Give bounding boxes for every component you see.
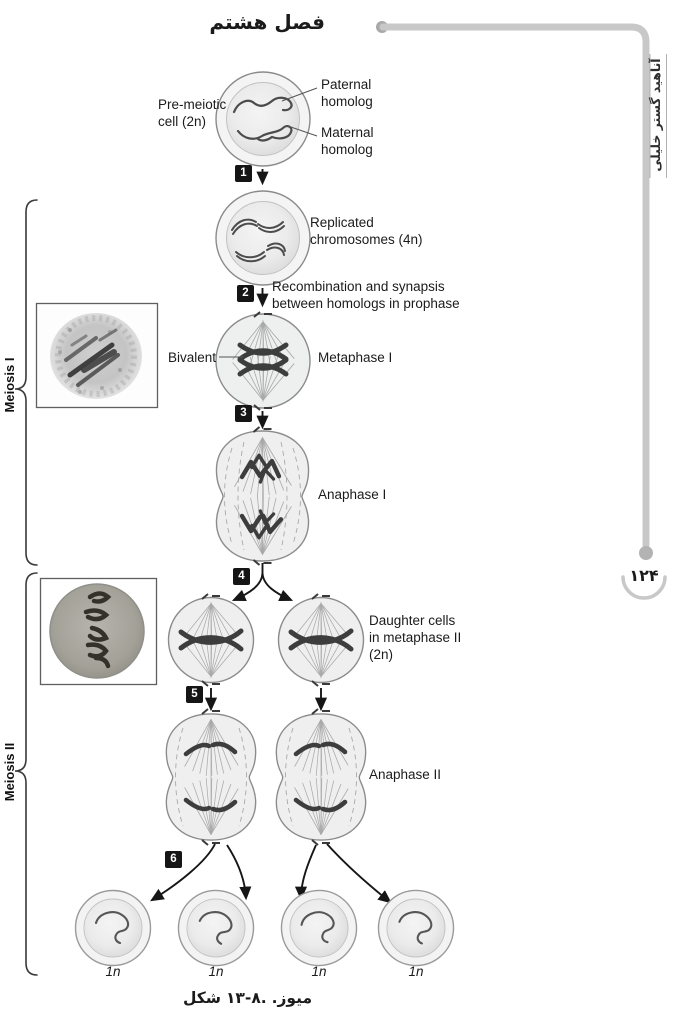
- bivalent-label: Bivalent: [167, 350, 216, 365]
- watermark-text: آناهید گستر خلیلی: [648, 58, 663, 172]
- daughter-cells-label: Daughter cells in metaphase II (2n): [369, 613, 462, 662]
- replicated-cell-shape: [216, 191, 310, 285]
- step-box-3: 3: [235, 405, 252, 422]
- metaphase-2-cell-right: [279, 594, 364, 686]
- caption-title: میوز.: [271, 989, 313, 1007]
- final-cells: [76, 886, 457, 970]
- chapter-title: فصل هشتم: [209, 10, 325, 34]
- page-number: ۱۲۴: [629, 566, 659, 585]
- paternal-homolog-label: Paternal homolog: [321, 77, 373, 109]
- step-box-4: 4: [233, 568, 250, 585]
- ploidy-label-4: 1n: [408, 964, 424, 979]
- prophase-note: Recombination and synapsis between homologs in prophase: [272, 279, 460, 311]
- metaphase-1-cell-shape: [216, 312, 310, 410]
- ploidy-label-3: 1n: [311, 964, 327, 979]
- step-box-2: 2: [237, 285, 254, 302]
- anaphase-1-cell-shape: [216, 427, 308, 565]
- anaphase-2-cell-left: [166, 709, 255, 845]
- caption-figure-word: شکل: [182, 989, 222, 1007]
- arrow-step-5: [211, 688, 321, 709]
- pre-meiotic-cell-shape: [216, 72, 317, 166]
- anaphase-1-label: Anaphase I: [318, 487, 387, 502]
- micrograph-meiosis-1: [37, 304, 158, 408]
- pre-meiotic-label: Pre-meiotic cell (2n): [158, 97, 227, 129]
- step-box-6: 6: [165, 851, 182, 868]
- meiosis-1-label: Meiosis I: [2, 357, 17, 413]
- meiosis-2-label: Meiosis II: [2, 742, 17, 802]
- step-box-1: 1: [235, 165, 252, 182]
- caption-figure-number: ۱۳-۸.: [225, 989, 267, 1007]
- ploidy-label-1: 1n: [105, 964, 121, 979]
- meiosis-2-brace: [15, 573, 37, 975]
- maternal-homolog-label: Maternal homolog: [321, 125, 374, 157]
- micrograph-meiosis-2: [41, 579, 157, 685]
- metaphase-2-cell-left: [169, 594, 254, 686]
- arrow-step-6-fork: [152, 844, 390, 902]
- ploidy-label-2: 1n: [208, 964, 224, 979]
- anaphase-2-cell-right: [276, 709, 365, 845]
- anaphase-2-label: Anaphase II: [369, 767, 442, 782]
- metaphase-1-label: Metaphase I: [318, 350, 393, 365]
- figure-caption: [130, 989, 365, 1007]
- step-box-5: 5: [186, 686, 203, 703]
- replicated-label: Replicated chromosomes (4n): [310, 215, 423, 247]
- meiosis-1-brace: [15, 200, 37, 565]
